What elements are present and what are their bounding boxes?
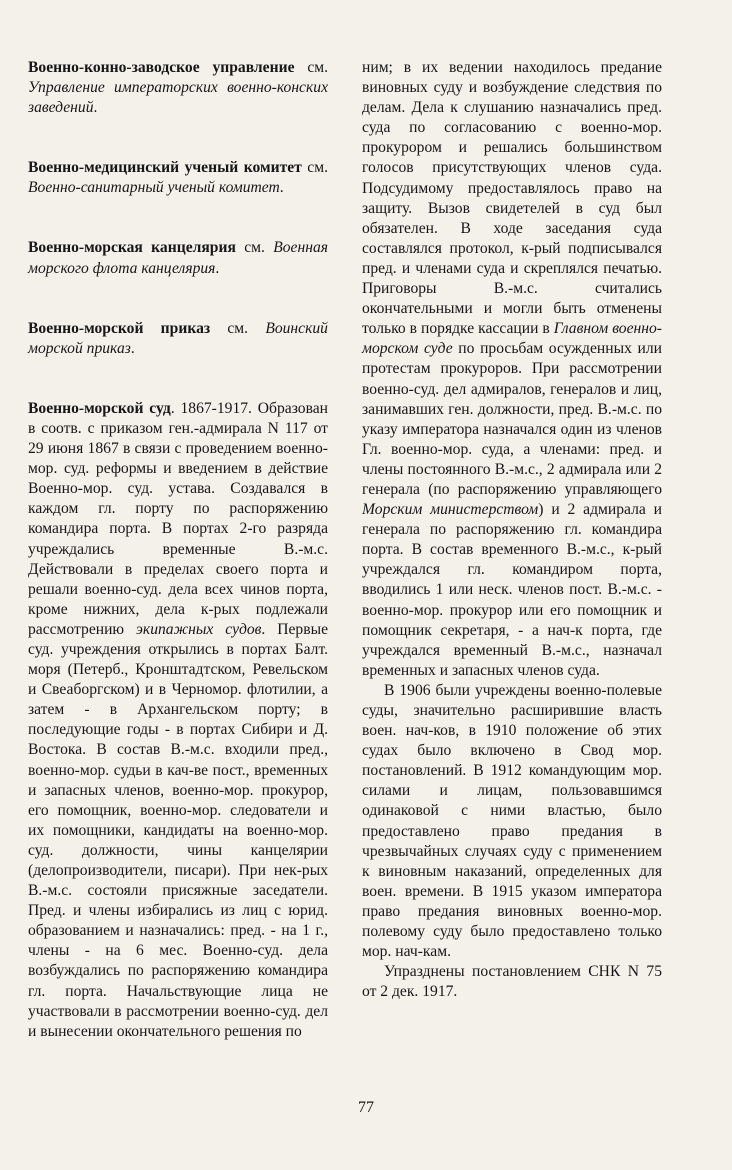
entry-term: Военно-морская канцелярия — [28, 239, 236, 257]
entry-tail: . — [279, 179, 284, 197]
entry-body: . Первые суд. учреждения открылись в портах Балт. моря (Петерб., Кронштадтском, Ревельском и Свеаборгском) и в Черномор. флотилии, а затем - в Архангельском порту; в последующие годы - в портах Сибири и Д. Востока. В состав В.-м.с. входили пред., военно-мор. судьи в кач-ве пост., временных и запасных членов, военно-мор. прокурор, его помощник, военно-мор. следователи и их помощники, кандидаты на военно-мор. суд. должности, чины канцелярии (делопроизводители, писари). При нек-рых В.-м.с. состояли присяжные заседатели. Пред. и члены избирались из лиц с юрид. образованием и назначались: пред. - на 1 г., члены - на 6 мес. Военно-суд. дела возбуждались по распоряжению командира гл. порта. Начальствующие лица не участвовали в рассмотрении военно-суд. дел и вынесении окончательного решения по — [28, 620, 328, 1040]
cross-reference: Управление императорских военно-конских заведений — [28, 79, 328, 117]
entry-horse-breeding — [28, 58, 328, 118]
see-label: см. — [235, 239, 274, 257]
entry-term: Военно-конно-заводское управление — [28, 59, 295, 76]
see-label: см. — [210, 319, 266, 337]
entry-naval-chancery — [28, 238, 328, 278]
cross-reference: Военная морского флота канцелярия — [28, 239, 328, 277]
spacer — [28, 198, 328, 238]
paragraph-field-courts: В 1906 были учреждены военно-полевые суды, значительно расширившие власть воен. нач-ков, в 1910 положение об этих судах было включено в Свод мор. постановлений. В 1912 командующим мор. силами и лицам, пользовавшимся одинаковой с ними властью, было предоставлено право предания в чрезвычайных случаях суду с применением к виновным наказаний, определенных для воен. времени. В 1915 указом императора право предания виновных военно-мор. полевому суду было предоставлено только мор. нач-кам. — [362, 681, 662, 961]
entry-naval-court — [28, 399, 328, 1042]
spacer — [28, 118, 328, 158]
paragraph-text: по просьбам осужденных или протестам прокуроров. При рассмотрении военно-суд. дел адмиралов, генералов и лиц, занимавших ген. должности, пред. В.-м.с. по указу императора назначался один из членов Гл. военно-мор. суда, а членами: пред. и члены постоянного В.-м.с., 2 адмирала или 2 генерала (по распоряжению управляющего — [362, 340, 662, 498]
cross-reference: Военно-санитарный ученый комитет — [28, 179, 280, 197]
entry-tail: . — [215, 259, 220, 277]
entry-naval-prikaz — [28, 319, 328, 359]
entry-tail: . — [130, 339, 135, 357]
page-number: 77 — [358, 1099, 374, 1116]
paragraph-continuation — [362, 58, 662, 681]
paragraph-text: ) и 2 адмирала и генерала по распоряжению гл. командира порта. В состав временного В.-м.с., к-рый учреждался гл. командиром порта, вводились 1 или неск. членов пост. В.-м.с. - военно-мор. прокурор или его помощник и помощник секретаря, - а нач-к порта, где учреждался временный В.-м.с., назначал временных и запасных членов суда. — [362, 501, 662, 679]
entry-tail: . — [93, 99, 98, 117]
see-label: см. — [294, 59, 329, 76]
entry-term: Военно-морской приказ — [28, 319, 211, 337]
cross-reference: Морским министерством — [362, 501, 539, 519]
right-column — [362, 58, 662, 1002]
entry-body: . 1867-1917. Образован в соотв. с приказом ген.-адмирала N 117 от 29 июня 1867 в связи с проведением военно-мор. суд. реформы и введением в действие Военно-мор. суд. устава. Создавался в каждом гл. порту по распоряжению командира порта. В портах 2-го разряда учреждались временные В.-м.с. Действовали в пределах своего порта и решали военно-суд. дела всех чинов порта, кроме нижних, дела к-рых подлежали рассмотрению — [28, 399, 328, 638]
cross-reference: Главном военно-морском суде — [362, 320, 662, 358]
spacer — [28, 359, 328, 399]
cross-reference: экипажных судов — [136, 620, 262, 638]
left-column — [28, 58, 328, 1042]
entry-term: Военно-морской суд — [28, 399, 171, 417]
paragraph-abolition: Упразднены постановлением СНК N 75 от 2 дек. 1917. — [362, 963, 662, 1001]
entry-medical-committee — [28, 158, 328, 198]
cross-reference: Воинский морской приказ — [28, 319, 328, 357]
paragraph-text: ним; в их ведении находилось предание виновных суду и возбуждение следствия по делам. Дела к слушанию назначались пред. суда по согласованию с военно-мор. прокурором и решались большинством голосов присутствующих членов суда. Подсудимому предоставлялось право на защиту. Вызов свидетелей в суд был обязателен. В ходе заседания суда составлялся протокол, к-рый подписывался пред. и членами суда и скреплялся печатью. Приговоры В.-м.с. считались окончательными и могли быть отменены только в порядке кассации в — [362, 59, 662, 338]
entry-term: Военно-медицинский ученый комитет — [28, 159, 302, 177]
see-label: см. — [301, 159, 328, 177]
spacer — [28, 279, 328, 319]
